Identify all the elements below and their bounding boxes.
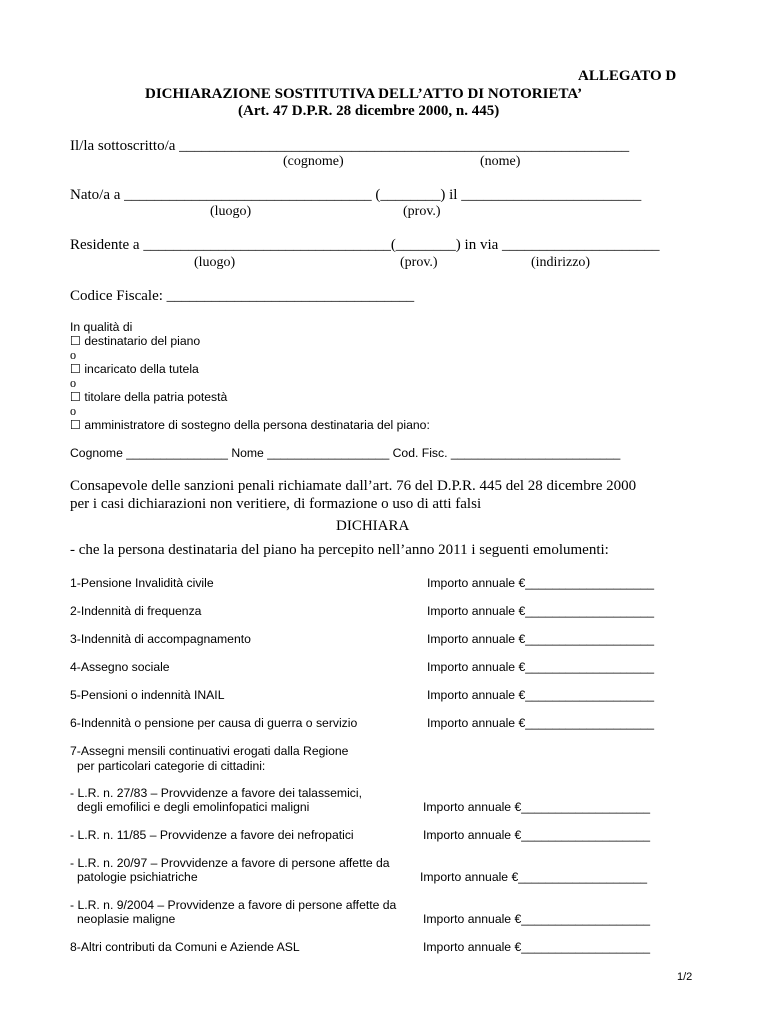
checkbox-icon[interactable]: ☐: [70, 390, 81, 404]
nato-date-field[interactable]: ________________________: [461, 187, 642, 203]
residente-prov-field[interactable]: (________) in via: [390, 237, 499, 253]
residente-label: Residente a: [70, 237, 140, 253]
nato-prov-field[interactable]: (________) il: [375, 187, 458, 203]
subitem-lr-9-2004-line1: - L.R. n. 9/2004 – Provvidenze a favore di persone affette da: [70, 898, 397, 912]
importo-field[interactable]: Importo annuale €___________________: [427, 688, 655, 702]
importo-field[interactable]: Importo annuale €___________________: [427, 716, 655, 730]
beneficiary-cognome-field[interactable]: _______________: [126, 446, 228, 460]
subitem-lr-27-83-line2: degli emofilici e degli emolinfopatici maligni: [77, 800, 310, 814]
importo-field[interactable]: Importo annuale €___________________: [423, 800, 651, 814]
residente-prov-caption: (prov.): [400, 255, 438, 270]
option-label: amministratore di sostegno della persona destinataria del piano:: [84, 418, 430, 432]
sottoscritto-row: [70, 138, 629, 155]
beneficiary-nome-label: Nome: [231, 446, 264, 460]
item-indennita-frequenza: 2-Indennità di frequenza: [70, 604, 202, 618]
item-assegno-sociale: 4-Assegno sociale: [70, 660, 170, 674]
residente-via-field[interactable]: _____________________: [502, 237, 660, 253]
checkbox-icon[interactable]: ☐: [70, 362, 81, 376]
option-tutela[interactable]: [70, 362, 199, 376]
beneficiary-cognome-label: Cognome: [70, 446, 123, 460]
importo-field[interactable]: Importo annuale €___________________: [423, 940, 651, 954]
importo-field[interactable]: Importo annuale €___________________: [427, 576, 655, 590]
item-pensione-guerra: 6-Indennità o pensione per causa di guerra o servizio: [70, 716, 358, 730]
beneficiary-cf-label: Cod. Fisc.: [392, 446, 448, 460]
dichiara-heading: DICHIARA: [336, 518, 410, 534]
nome-caption: (nome): [480, 154, 521, 169]
nato-row: [70, 187, 641, 204]
importo-field[interactable]: Importo annuale €___________________: [427, 632, 655, 646]
item-assegni-regione-line2: per particolari categorie di cittadini:: [77, 759, 266, 773]
emolumenti-intro: - che la persona destinataria del piano ha percepito nell’anno 2011 i seguenti emolumenti:: [70, 542, 609, 558]
allegato-label: ALLEGATO D: [578, 68, 677, 84]
item-pensioni-inail: 5-Pensioni o indennità INAIL: [70, 688, 225, 702]
residente-row: [70, 237, 660, 254]
checkbox-icon[interactable]: ☐: [70, 418, 81, 432]
cognome-caption: (cognome): [283, 154, 344, 169]
page-number: 1/2: [677, 971, 693, 983]
nato-label: Nato/a a: [70, 187, 121, 203]
nato-luogo-field[interactable]: _________________________________: [124, 187, 372, 203]
residente-luogo-caption: (luogo): [194, 255, 236, 270]
document-subtitle: (Art. 47 D.P.R. 28 dicembre 2000, n. 445): [238, 103, 500, 119]
option-label: titolare della patria potestà: [84, 390, 228, 404]
checkbox-icon[interactable]: ☐: [70, 334, 81, 348]
subitem-lr-11-85: - L.R. n. 11/85 – Provvidenze a favore dei nefropatici: [70, 828, 354, 842]
codice-fiscale-label: Codice Fiscale:: [70, 288, 163, 304]
option-amministratore[interactable]: [70, 418, 430, 432]
option-label: incaricato della tutela: [84, 362, 199, 376]
qualita-intro: In qualità di: [70, 320, 133, 334]
document-title: DICHIARAZIONE SOSTITUTIVA DELL’ATTO DI NOTORIETA’: [145, 86, 583, 102]
sottoscritto-label: Il/la sottoscritto/a: [70, 138, 176, 154]
option-patria-potesta[interactable]: [70, 390, 227, 404]
statement-line-2: per i casi dichiarazioni non veritiere, di formazione o uso di atti falsi: [70, 496, 482, 512]
beneficiary-row: [70, 446, 620, 460]
nato-prov-caption: (prov.): [403, 204, 441, 219]
option-destinatario[interactable]: [70, 334, 200, 348]
subitem-lr-27-83-line1: - L.R. n. 27/83 – Provvidenze a favore dei talassemici,: [70, 786, 362, 800]
codice-fiscale-field[interactable]: _________________________________: [166, 288, 415, 304]
item-assegni-regione-line1: 7-Assegni mensili continuativi erogati dalla Regione: [70, 744, 349, 758]
beneficiary-nome-field[interactable]: __________________: [267, 446, 390, 460]
residente-luogo-field[interactable]: _________________________________: [143, 237, 391, 253]
beneficiary-cf-field[interactable]: _________________________: [450, 446, 621, 460]
subitem-lr-20-97-line1: - L.R. n. 20/97 – Provvidenze a favore di persone affette da: [70, 856, 390, 870]
sottoscritto-field[interactable]: ____________________________________________________________: [179, 138, 630, 154]
importo-field[interactable]: Importo annuale €___________________: [420, 870, 648, 884]
or-separator: o: [70, 376, 77, 390]
codice-fiscale-row: [70, 288, 414, 305]
importo-field[interactable]: Importo annuale €___________________: [427, 660, 655, 674]
indirizzo-caption: (indirizzo): [531, 255, 591, 270]
or-separator: o: [70, 404, 77, 418]
importo-field[interactable]: Importo annuale €___________________: [423, 828, 651, 842]
statement-line-1: Consapevole delle sanzioni penali richiamate dall’art. 76 del D.P.R. 445 del 28 dicembre 2000: [70, 478, 637, 494]
nato-luogo-caption: (luogo): [210, 204, 252, 219]
option-label: destinatario del piano: [84, 334, 201, 348]
importo-field[interactable]: Importo annuale €___________________: [423, 912, 651, 926]
item-indennita-accompagnamento: 3-Indennità di accompagnamento: [70, 632, 251, 646]
or-separator: o: [70, 348, 77, 362]
subitem-lr-9-2004-line2: neoplasie maligne: [77, 912, 176, 926]
importo-field[interactable]: Importo annuale €___________________: [427, 604, 655, 618]
item-altri-contributi: 8-Altri contributi da Comuni e Aziende ASL: [70, 940, 300, 954]
item-pensione-invalidita: 1-Pensione Invalidità civile: [70, 576, 214, 590]
subitem-lr-20-97-line2: patologie psichiatriche: [77, 870, 198, 884]
